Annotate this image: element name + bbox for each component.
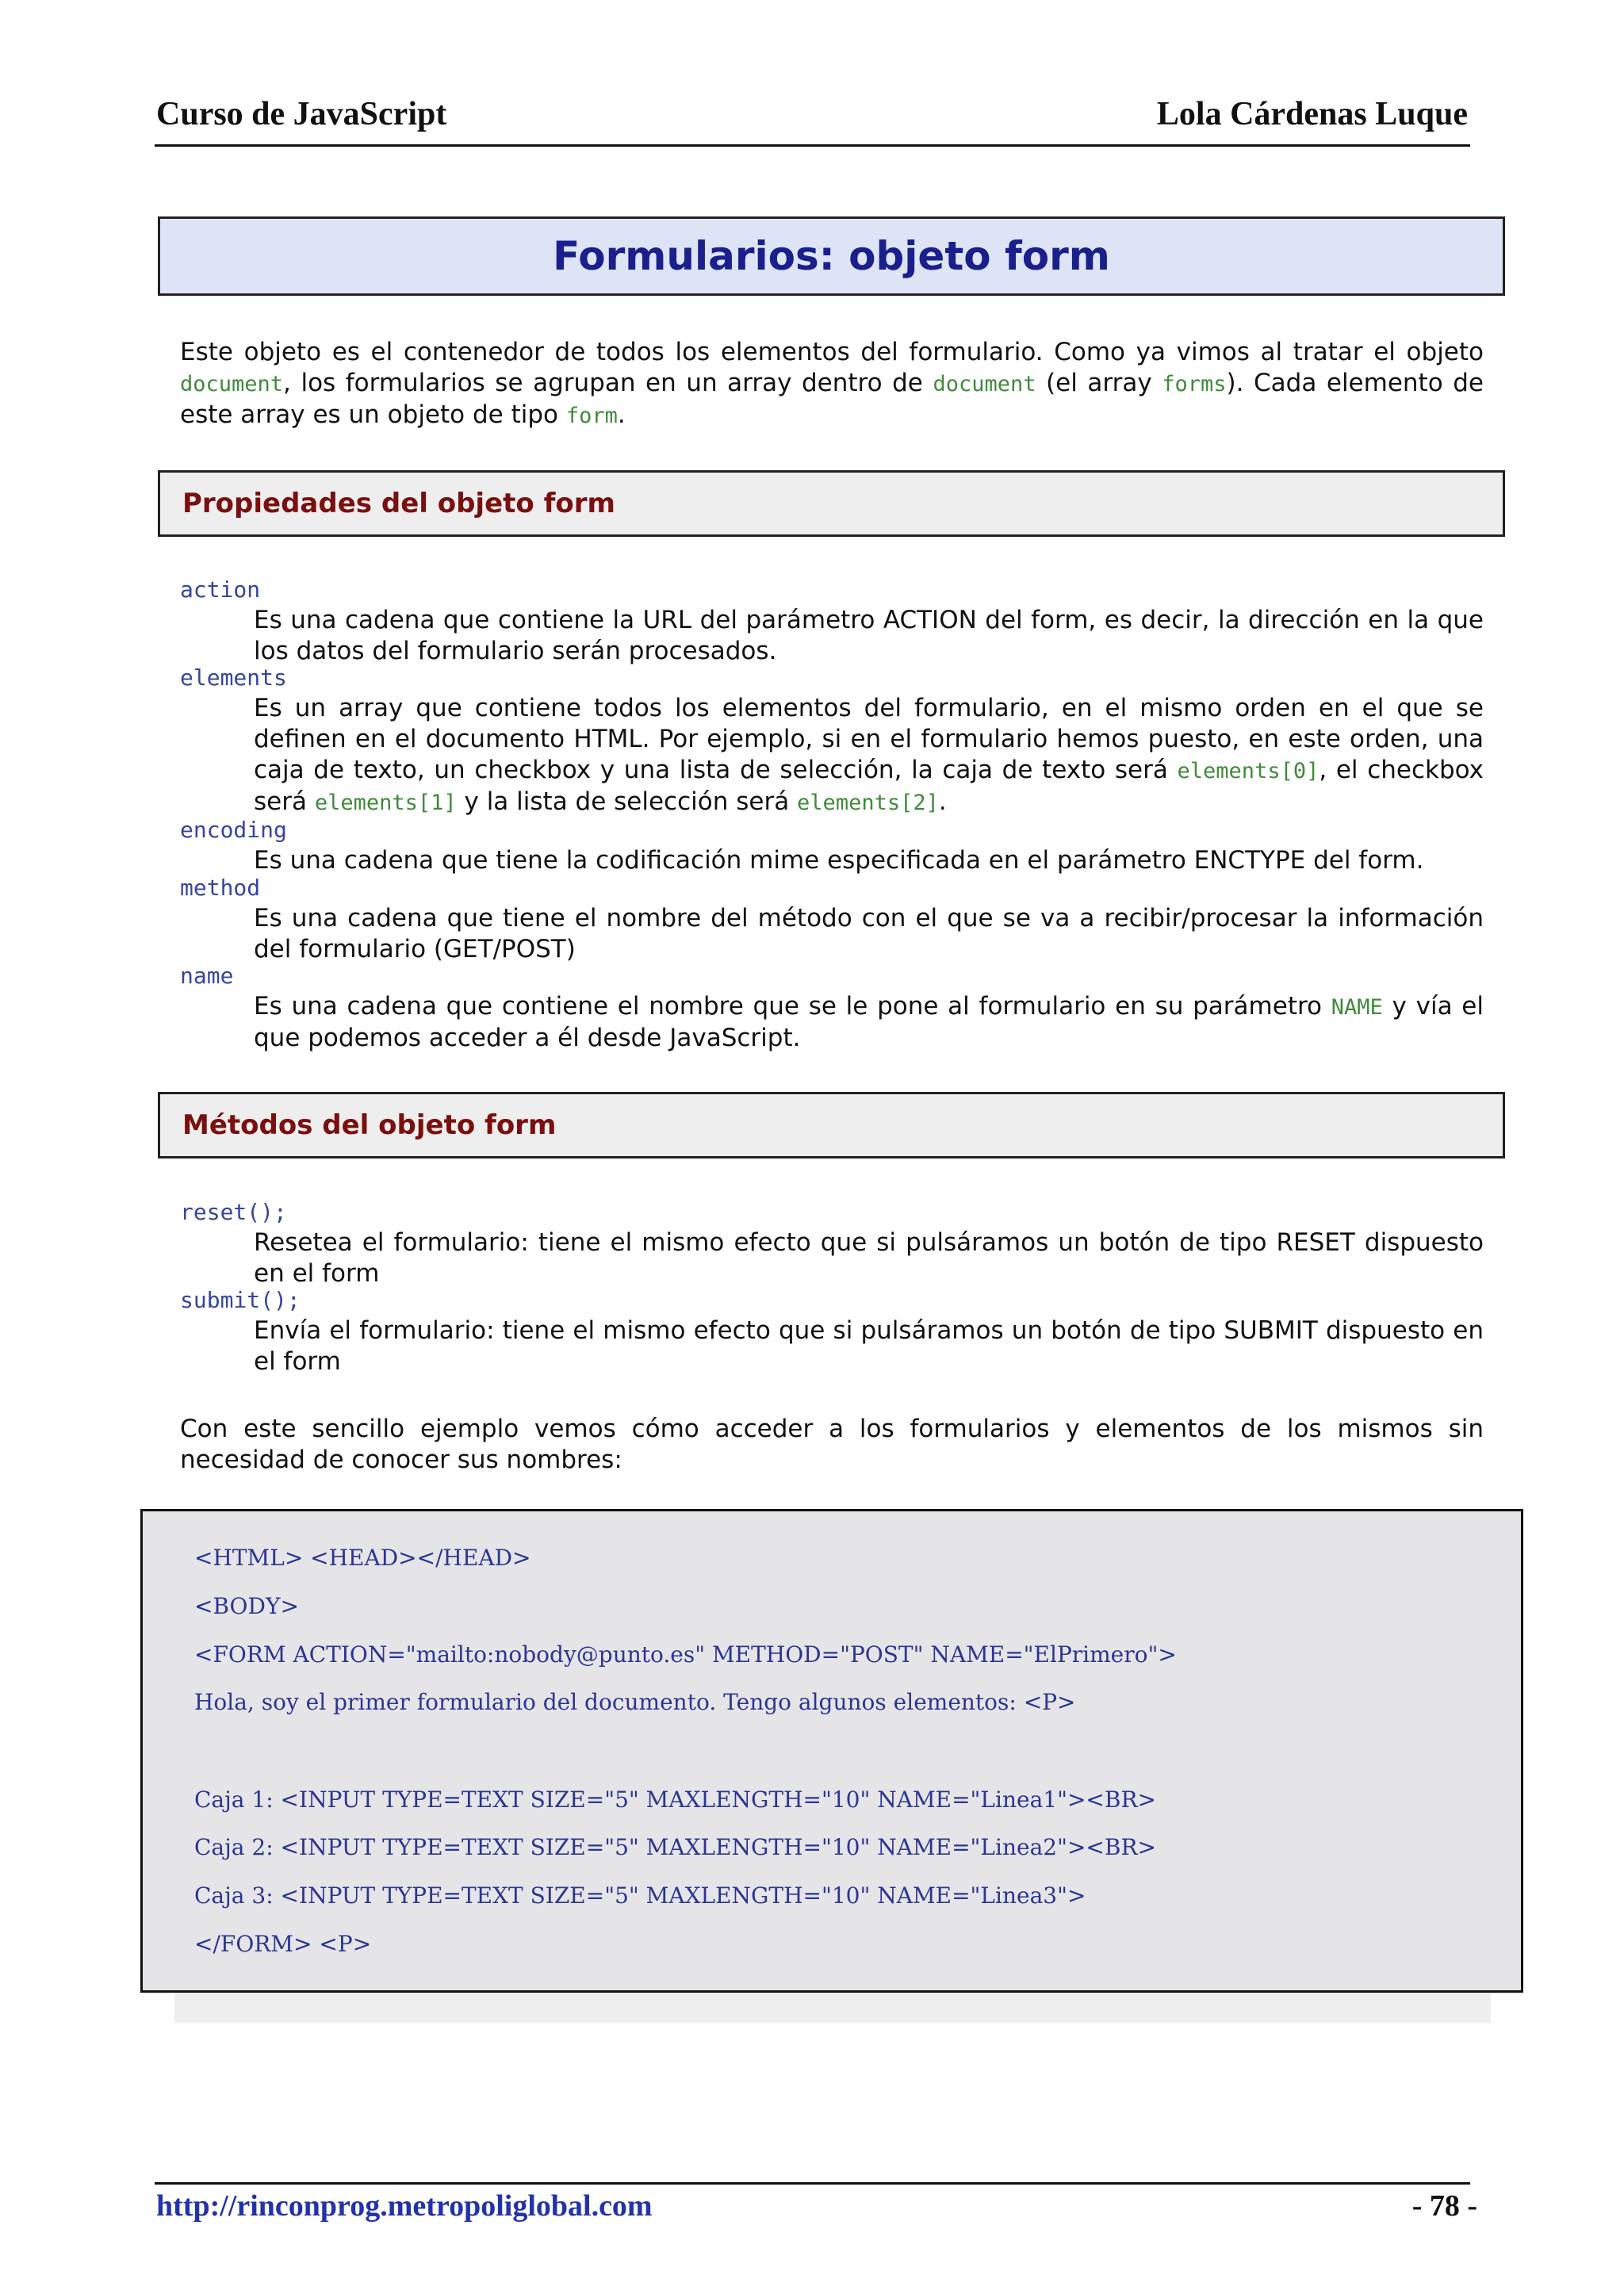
prop-desc-name: Es una cadena que contiene el nombre que se le pone al formulario en su parámetro NAME y vía el que podemos acceder a él desde JavaScript. — [254, 992, 1484, 1052]
code-line-8: </FORM> <P> — [194, 1931, 372, 1957]
code-document: document — [180, 372, 284, 396]
footer-rule — [155, 2182, 1470, 2185]
code-forms: forms — [1162, 372, 1227, 396]
code-form: form — [565, 404, 618, 428]
header-course-title: Curso de JavaScript — [156, 96, 447, 132]
header-author: Lola Cárdenas Luque — [1156, 96, 1468, 132]
method-term-reset: reset(); — [180, 1199, 287, 1225]
code-line-4: Hola, soy el primer formulario del documento. Tengo algunos elementos: <P> — [194, 1689, 1076, 1715]
method-desc-reset: Resetea el formulario: tiene el mismo efecto que si pulsáramos un botón de tipo RESET dispuesto en el form — [254, 1228, 1484, 1288]
header-rule — [155, 144, 1470, 147]
prop-term-method: method — [180, 875, 261, 901]
prop-desc-elements: Es un array que contiene todos los elementos del formulario, en el mismo orden en el que se definen en el documento HTML. Por ejemplo, si en el formulario hemos puesto, en este orden, una caja de texto, un checkbox y una lista de selección, la caja de texto será elements[0], el checkbox será elements[1] y la lista de selección será elements[2]. — [254, 694, 1484, 816]
method-desc-submit: Envía el formulario: tiene el mismo efecto que si pulsáramos un botón de tipo SUBMIT dispuesto en el form — [254, 1316, 1484, 1376]
prop-desc-encoding: Es una cadena que tiene la codificación mime especificada en el parámetro ENCTYPE del form. — [254, 846, 1424, 875]
prop-term-action: action — [180, 576, 261, 603]
prop-term-encoding: encoding — [180, 817, 287, 843]
code-name: NAME — [1331, 995, 1383, 1020]
code-line-5: Caja 1: <INPUT TYPE=TEXT SIZE="5" MAXLENGTH="10" NAME="Linea1"><BR> — [194, 1787, 1156, 1813]
code-line-6: Caja 2: <INPUT TYPE=TEXT SIZE="5" MAXLENGTH="10" NAME="Linea2"><BR> — [194, 1834, 1156, 1860]
intro-paragraph: Este objeto es el contenedor de todos los elementos del formulario. Como ya vimos al tratar el objeto document, los formularios se agrupan en un array dentro de document (el array forms). Cada elemento de este array es un objeto de tipo form. — [180, 338, 1484, 429]
code-document-2: document — [933, 372, 1036, 396]
prop-term-name: name — [180, 963, 234, 989]
prop-desc-action: Es una cadena que contiene la URL del parámetro ACTION del form, es decir, la dirección en la que los datos del formulario serán procesados. — [254, 606, 1484, 665]
code-elements-2: elements[2] — [797, 791, 939, 815]
code-line-3: <FORM ACTION="mailto:nobody@punto.es" METHOD="POST" NAME="ElPrimero"> — [194, 1641, 1177, 1668]
code-line-2: <BODY> — [194, 1593, 299, 1619]
code-elements-1: elements[1] — [314, 791, 457, 815]
section-heading-methods: Métodos del objeto form — [158, 1092, 1505, 1158]
code-box — [140, 1509, 1523, 1993]
code-box-shadow — [174, 1993, 1491, 2023]
example-intro: Con este sencillo ejemplo vemos cómo acceder a los formularios y elementos de los mismos sin necesidad de conocer sus nombres: — [180, 1415, 1484, 1474]
section-heading-properties: Propiedades del objeto form — [158, 470, 1505, 537]
page-title: Formularios: objeto form — [158, 216, 1505, 296]
code-elements-0: elements[0] — [1177, 759, 1320, 783]
code-line-7: Caja 3: <INPUT TYPE=TEXT SIZE="5" MAXLENGTH="10" NAME="Linea3"> — [194, 1882, 1086, 1909]
prop-desc-method: Es una cadena que tiene el nombre del método con el que se va a recibir/procesar la información del formulario (GET/POST) — [254, 904, 1484, 963]
footer-url-link[interactable]: http://rinconprog.metropoliglobal.com — [156, 2189, 653, 2223]
code-line-1: <HTML> <HEAD></HEAD> — [194, 1545, 531, 1571]
method-term-submit: submit(); — [180, 1287, 301, 1313]
page-number: - 78 - — [1411, 2189, 1477, 2223]
prop-term-elements: elements — [180, 664, 287, 691]
